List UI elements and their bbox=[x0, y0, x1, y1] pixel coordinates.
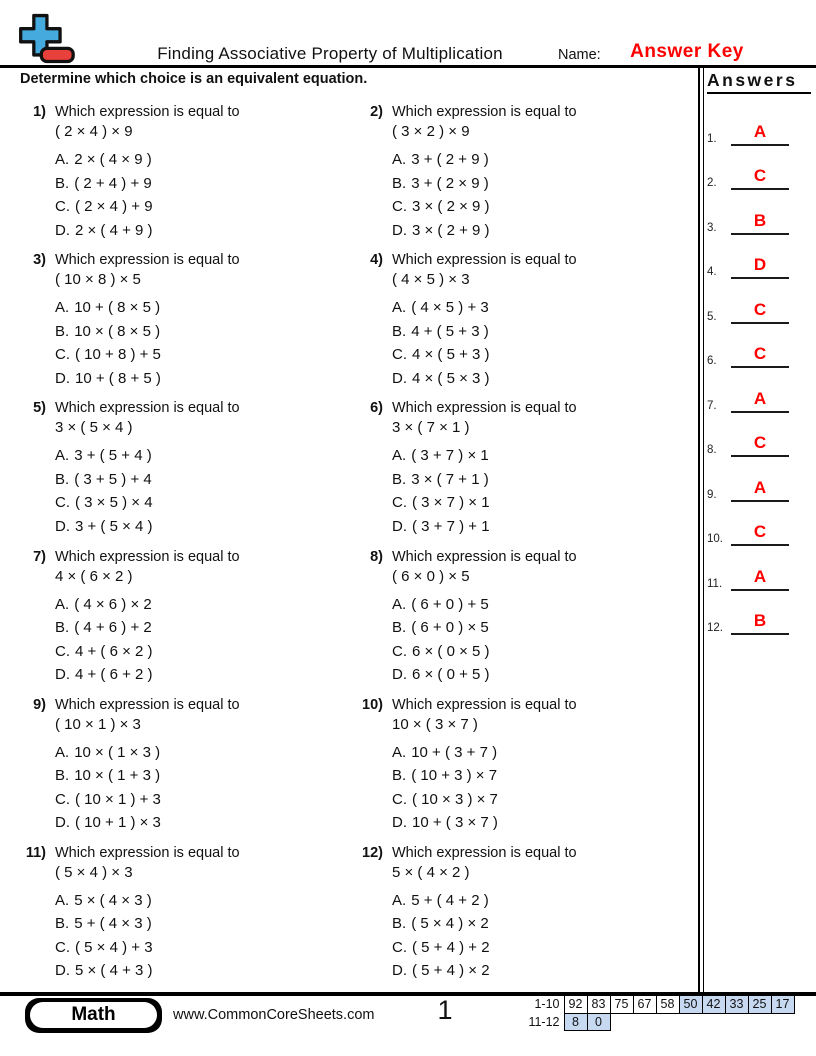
option-item bbox=[55, 640, 355, 664]
option-item bbox=[392, 491, 692, 515]
option-item bbox=[392, 444, 692, 468]
option-item bbox=[392, 741, 692, 765]
option-text: ( 3 + 5 ) + 4 bbox=[74, 470, 152, 488]
option-item bbox=[392, 515, 692, 539]
option-letter: A. bbox=[392, 151, 407, 168]
question-body bbox=[392, 844, 692, 983]
question bbox=[355, 251, 692, 399]
option-item bbox=[392, 912, 692, 936]
subject-label: Math bbox=[30, 1002, 157, 1028]
question-expression: 5 × ( 4 × 2 ) bbox=[392, 863, 470, 881]
option-text: ( 6 + 0 ) × 5 bbox=[411, 619, 489, 637]
question bbox=[18, 696, 355, 844]
option-text: 2 × ( 4 × 9 ) bbox=[74, 151, 152, 168]
option-item bbox=[55, 219, 355, 243]
answers-panel-title: Answers bbox=[707, 70, 811, 94]
option-text: 3 + ( 2 + 9 ) bbox=[411, 151, 489, 168]
option-item bbox=[392, 764, 692, 788]
answer-number: 2. bbox=[707, 177, 717, 189]
option-item bbox=[392, 811, 692, 835]
page-title: Finding Associative Property of Multiplication bbox=[157, 44, 503, 63]
answer-blank-line bbox=[731, 568, 789, 591]
option-text: ( 10 × 3 ) × 7 bbox=[412, 790, 498, 808]
answers-list bbox=[707, 101, 811, 635]
option-text: 5 × ( 4 × 3 ) bbox=[74, 891, 152, 909]
option-item bbox=[55, 491, 355, 515]
option-item bbox=[392, 936, 692, 960]
question-prompt: Which expression is equal to bbox=[55, 252, 240, 269]
option-item bbox=[55, 788, 355, 812]
question-number: 5) bbox=[33, 400, 46, 417]
options-list bbox=[392, 148, 692, 242]
score-cell: 33 bbox=[725, 996, 748, 1014]
question-prompt: Which expression is equal to bbox=[392, 104, 577, 120]
answers-divider-line-outer bbox=[698, 68, 700, 992]
question bbox=[18, 103, 355, 251]
question-body bbox=[55, 548, 355, 687]
answer-number: 9. bbox=[707, 488, 717, 501]
score-cell: 0 bbox=[587, 1013, 610, 1031]
question-number: 6) bbox=[370, 400, 383, 417]
option-item bbox=[392, 296, 692, 320]
question bbox=[18, 251, 355, 399]
option-text: 3 + ( 5 + 4 ) bbox=[74, 447, 152, 465]
option-letter: B. bbox=[55, 322, 70, 340]
option-item bbox=[55, 320, 355, 344]
option-letter: D. bbox=[55, 369, 70, 387]
option-text: ( 10 + 3 ) × 7 bbox=[411, 767, 498, 785]
question bbox=[18, 399, 355, 547]
answer-number: 5. bbox=[707, 310, 717, 323]
option-item bbox=[55, 172, 355, 196]
answer-number: 4. bbox=[707, 266, 717, 278]
question-body bbox=[55, 696, 355, 835]
option-text: 3 × ( 2 + 9 ) bbox=[412, 221, 490, 239]
option-letter: B. bbox=[392, 174, 407, 192]
option-letter: D. bbox=[55, 962, 70, 980]
option-letter: B. bbox=[55, 470, 70, 488]
option-text: ( 4 × 6 ) × 2 bbox=[74, 595, 152, 613]
plus-minus-logo-icon bbox=[16, 11, 76, 67]
question-expression: ( 6 × 0 ) × 5 bbox=[392, 567, 470, 585]
option-letter: B. bbox=[55, 619, 70, 637]
option-letter: A. bbox=[55, 299, 70, 317]
question-prompt: Which expression is equal to bbox=[392, 252, 577, 269]
question-expression: ( 10 × 1 ) × 3 bbox=[55, 715, 141, 733]
option-letter: C. bbox=[55, 494, 70, 512]
option-text: ( 10 × 1 ) + 3 bbox=[75, 790, 161, 808]
option-text: ( 10 + 8 ) + 5 bbox=[75, 346, 161, 364]
option-text: 2 × ( 4 + 9 ) bbox=[75, 221, 153, 239]
option-letter: A. bbox=[55, 447, 70, 465]
answer-item bbox=[707, 457, 811, 502]
question-body bbox=[55, 399, 355, 538]
option-text: 4 + ( 6 × 2 ) bbox=[75, 642, 153, 660]
option-letter: A. bbox=[55, 891, 70, 909]
options-list bbox=[55, 889, 355, 983]
question bbox=[18, 548, 355, 696]
answer-item bbox=[707, 502, 811, 547]
instruction-text: Determine which choice is an equivalent equation. bbox=[20, 71, 368, 87]
question-expression: ( 5 × 4 ) × 3 bbox=[55, 863, 133, 881]
option-text: 10 + ( 8 + 5 ) bbox=[75, 369, 161, 387]
option-letter: B. bbox=[55, 174, 70, 192]
option-letter: D. bbox=[392, 221, 407, 239]
question-prompt: Which expression is equal to bbox=[392, 400, 577, 417]
name-label: Name: bbox=[558, 47, 601, 63]
question bbox=[355, 696, 692, 844]
option-text: 10 × ( 1 × 3 ) bbox=[74, 743, 161, 761]
option-item bbox=[55, 296, 355, 320]
option-letter: A. bbox=[392, 891, 407, 909]
answer-item bbox=[707, 368, 811, 413]
options-list bbox=[55, 741, 355, 835]
question-expression: ( 2 × 4 ) × 9 bbox=[55, 123, 133, 140]
option-letter: A. bbox=[55, 151, 70, 168]
options-list bbox=[392, 741, 692, 835]
answer-item bbox=[707, 279, 811, 324]
option-item bbox=[392, 959, 692, 983]
question-prompt: Which expression is equal to bbox=[55, 104, 240, 120]
question bbox=[355, 844, 692, 992]
option-item bbox=[55, 515, 355, 539]
option-text: 4 + ( 5 + 3 ) bbox=[411, 322, 489, 340]
option-item bbox=[392, 640, 692, 664]
option-text: 6 × ( 0 + 5 ) bbox=[412, 666, 490, 684]
answer-blank-line bbox=[731, 123, 789, 146]
option-text: ( 3 + 7 ) × 1 bbox=[411, 447, 489, 465]
option-letter: C. bbox=[392, 938, 407, 956]
answer-blank-line bbox=[731, 301, 789, 324]
option-text: 10 + ( 8 × 5 ) bbox=[74, 299, 161, 317]
question-number: 8) bbox=[370, 548, 383, 565]
options-list bbox=[392, 444, 692, 538]
option-text: 3 × ( 2 × 9 ) bbox=[412, 198, 490, 215]
question-prompt: Which expression is equal to bbox=[55, 400, 240, 417]
question-prompt: Which expression is equal to bbox=[392, 696, 577, 713]
answer-letter: C bbox=[753, 166, 767, 185]
option-text: 5 + ( 4 × 3 ) bbox=[74, 915, 152, 933]
option-item bbox=[392, 616, 692, 640]
question-expression: 3 × ( 5 × 4 ) bbox=[55, 419, 133, 437]
option-text: 10 × ( 1 + 3 ) bbox=[74, 767, 161, 785]
answer-letter: C bbox=[753, 433, 767, 452]
options-list bbox=[55, 296, 355, 390]
option-letter: A. bbox=[392, 299, 407, 317]
option-text: 10 + ( 3 + 7 ) bbox=[411, 743, 498, 761]
answer-number: 8. bbox=[707, 444, 717, 456]
option-text: 4 × ( 5 × 3 ) bbox=[412, 369, 490, 387]
option-item bbox=[392, 788, 692, 812]
option-letter: A. bbox=[392, 743, 407, 761]
score-table-body bbox=[522, 996, 794, 1031]
option-item bbox=[392, 343, 692, 367]
score-cell: 25 bbox=[748, 996, 771, 1014]
option-letter: A. bbox=[392, 595, 407, 613]
options-list bbox=[55, 148, 355, 242]
option-item bbox=[55, 912, 355, 936]
question-number: 12) bbox=[362, 844, 383, 861]
answer-letter: A bbox=[753, 388, 767, 408]
question-prompt: Which expression is equal to bbox=[55, 696, 240, 713]
answer-item bbox=[707, 591, 811, 636]
option-letter: D. bbox=[392, 962, 407, 980]
answer-blank-line bbox=[731, 479, 789, 502]
question bbox=[355, 103, 692, 251]
option-letter: A. bbox=[55, 595, 70, 613]
score-cell: 42 bbox=[702, 996, 725, 1014]
option-item bbox=[55, 444, 355, 468]
questions-grid bbox=[18, 103, 692, 992]
option-letter: A. bbox=[55, 743, 70, 761]
options-list bbox=[55, 444, 355, 538]
score-cell: 75 bbox=[610, 996, 633, 1014]
score-cell: 8 bbox=[564, 1013, 587, 1031]
header-divider bbox=[0, 65, 816, 68]
option-text: ( 10 + 1 ) × 3 bbox=[75, 814, 161, 832]
option-letter: C. bbox=[392, 790, 407, 808]
score-row bbox=[522, 1013, 794, 1031]
option-text: 5 + ( 4 + 2 ) bbox=[411, 891, 489, 909]
option-letter: D. bbox=[392, 814, 407, 832]
question-prompt: Which expression is equal to bbox=[392, 548, 577, 565]
answer-number: 11. bbox=[707, 577, 723, 590]
answer-item bbox=[707, 324, 811, 369]
option-item bbox=[55, 663, 355, 687]
question-expression: ( 10 × 8 ) × 5 bbox=[55, 271, 141, 289]
answer-letter: A bbox=[753, 477, 767, 497]
option-item bbox=[55, 468, 355, 492]
answer-item bbox=[707, 413, 811, 458]
option-item bbox=[392, 663, 692, 687]
option-letter: C. bbox=[392, 198, 407, 215]
answer-number: 6. bbox=[707, 355, 717, 367]
question-expression: ( 4 × 5 ) × 3 bbox=[392, 271, 470, 289]
answer-number: 12. bbox=[707, 622, 723, 634]
option-text: ( 5 + 4 ) + 2 bbox=[412, 938, 490, 956]
website-text: www.CommonCoreSheets.com bbox=[173, 1007, 375, 1023]
score-cell: 50 bbox=[679, 996, 702, 1014]
answer-number: 1. bbox=[707, 132, 717, 145]
option-text: 4 × ( 5 + 3 ) bbox=[412, 346, 490, 364]
score-cell: 83 bbox=[587, 996, 610, 1014]
option-letter: B. bbox=[392, 915, 407, 933]
question-expression: 4 × ( 6 × 2 ) bbox=[55, 567, 133, 585]
commoncoresheets-logo bbox=[16, 11, 76, 67]
option-item bbox=[55, 148, 355, 172]
option-text: 6 × ( 0 × 5 ) bbox=[412, 642, 490, 660]
answer-letter: A bbox=[753, 121, 767, 141]
answer-item bbox=[707, 101, 811, 146]
option-item bbox=[55, 367, 355, 391]
options-list bbox=[392, 296, 692, 390]
answer-letter: C bbox=[753, 344, 767, 363]
question-number: 3) bbox=[33, 252, 46, 269]
option-text: ( 5 + 4 ) × 2 bbox=[412, 962, 490, 980]
question-number: 1) bbox=[33, 104, 46, 120]
option-letter: B. bbox=[55, 915, 70, 933]
option-text: 3 × ( 7 + 1 ) bbox=[411, 470, 489, 488]
option-item bbox=[55, 959, 355, 983]
option-text: 4 + ( 6 + 2 ) bbox=[75, 666, 153, 684]
option-letter: D. bbox=[55, 517, 70, 535]
answer-blank-line bbox=[731, 345, 789, 368]
answer-item bbox=[707, 146, 811, 191]
question-body bbox=[55, 103, 355, 242]
option-letter: D. bbox=[392, 369, 407, 387]
question bbox=[355, 548, 692, 696]
subject-badge bbox=[25, 998, 162, 1033]
option-letter: D. bbox=[392, 517, 407, 535]
score-cell: 92 bbox=[564, 996, 587, 1014]
answer-item bbox=[707, 190, 811, 235]
question-body bbox=[55, 844, 355, 983]
option-item bbox=[392, 148, 692, 172]
answer-key-value: Answer Key bbox=[630, 41, 744, 62]
answer-number: 10. bbox=[707, 533, 723, 545]
answer-blank-line bbox=[731, 612, 789, 635]
options-list bbox=[392, 889, 692, 983]
option-text: 3 + ( 5 × 4 ) bbox=[75, 517, 153, 535]
option-text: ( 4 × 5 ) + 3 bbox=[411, 299, 489, 317]
question-body bbox=[55, 251, 355, 390]
option-text: 5 × ( 4 + 3 ) bbox=[75, 962, 153, 980]
answers-divider-line-inner bbox=[703, 68, 705, 992]
option-letter: D. bbox=[55, 666, 70, 684]
option-text: ( 5 × 4 ) × 2 bbox=[411, 915, 489, 933]
question-prompt: Which expression is equal to bbox=[55, 548, 240, 565]
option-item bbox=[392, 320, 692, 344]
answer-letter: C bbox=[753, 522, 767, 541]
score-cell: 67 bbox=[633, 996, 656, 1014]
option-letter: D. bbox=[392, 666, 407, 684]
answer-letter: D bbox=[753, 255, 767, 274]
option-text: ( 3 × 7 ) × 1 bbox=[412, 494, 490, 512]
question-body bbox=[392, 251, 692, 390]
answer-blank-line bbox=[731, 167, 789, 190]
option-text: ( 3 × 5 ) × 4 bbox=[75, 494, 153, 512]
question-body bbox=[392, 548, 692, 687]
option-item bbox=[55, 741, 355, 765]
answer-number: 3. bbox=[707, 221, 717, 234]
question-expression: 3 × ( 7 × 1 ) bbox=[392, 419, 470, 437]
question bbox=[18, 844, 355, 992]
option-text: ( 6 + 0 ) + 5 bbox=[411, 595, 489, 613]
question-expression: ( 3 × 2 ) × 9 bbox=[392, 123, 470, 140]
option-letter: C. bbox=[55, 346, 70, 364]
option-item bbox=[55, 343, 355, 367]
option-item bbox=[55, 936, 355, 960]
score-cell: 58 bbox=[656, 996, 679, 1014]
question-number: 11) bbox=[25, 844, 46, 861]
option-letter: B. bbox=[392, 619, 407, 637]
page-number: 1 bbox=[437, 995, 453, 1025]
option-text: ( 4 + 6 ) + 2 bbox=[74, 619, 152, 637]
question-number: 2) bbox=[370, 104, 383, 120]
option-text: 10 × ( 8 × 5 ) bbox=[74, 322, 161, 340]
answer-letter: B bbox=[753, 611, 767, 630]
answer-blank-line bbox=[731, 256, 789, 279]
option-text: 10 + ( 3 × 7 ) bbox=[412, 814, 498, 832]
option-letter: C. bbox=[392, 346, 407, 364]
question-number: 10) bbox=[362, 696, 383, 713]
answer-letter: B bbox=[753, 210, 767, 230]
option-letter: B. bbox=[392, 470, 407, 488]
option-item bbox=[392, 468, 692, 492]
answer-number: 7. bbox=[707, 399, 717, 412]
option-letter: C. bbox=[392, 642, 407, 660]
option-letter: C. bbox=[55, 642, 70, 660]
option-letter: B. bbox=[392, 767, 407, 785]
option-item bbox=[392, 889, 692, 913]
score-row-label: 11-12 bbox=[528, 1014, 560, 1029]
answer-blank-line bbox=[731, 523, 789, 546]
option-item bbox=[392, 367, 692, 391]
score-cell: 17 bbox=[771, 996, 794, 1014]
answer-letter: A bbox=[753, 566, 767, 586]
option-text: ( 2 × 4 ) + 9 bbox=[75, 198, 153, 215]
answer-blank-line bbox=[731, 212, 789, 235]
options-list bbox=[55, 593, 355, 687]
option-text: ( 2 + 4 ) + 9 bbox=[74, 174, 152, 192]
question-number: 4) bbox=[370, 252, 383, 269]
question-prompt: Which expression is equal to bbox=[55, 844, 240, 861]
option-text: 3 + ( 2 × 9 ) bbox=[411, 174, 489, 192]
option-letter: C. bbox=[392, 494, 407, 512]
question-expression: 10 × ( 3 × 7 ) bbox=[392, 715, 478, 733]
option-letter: D. bbox=[55, 221, 70, 239]
option-item bbox=[392, 172, 692, 196]
option-letter: A. bbox=[392, 447, 407, 465]
option-item bbox=[55, 616, 355, 640]
option-letter: B. bbox=[55, 767, 70, 785]
answer-blank-line bbox=[731, 390, 789, 413]
option-item bbox=[392, 593, 692, 617]
option-item bbox=[55, 593, 355, 617]
option-text: ( 5 × 4 ) + 3 bbox=[75, 938, 153, 956]
question bbox=[355, 399, 692, 547]
option-item bbox=[55, 764, 355, 788]
question-body bbox=[392, 103, 692, 242]
question-body bbox=[392, 399, 692, 538]
option-item bbox=[392, 195, 692, 219]
question-number: 7) bbox=[33, 548, 46, 565]
option-letter: B. bbox=[392, 322, 407, 340]
question-body bbox=[392, 696, 692, 835]
option-item bbox=[392, 219, 692, 243]
answer-item bbox=[707, 235, 811, 280]
question-number: 9) bbox=[33, 696, 46, 713]
score-table bbox=[522, 995, 795, 1031]
option-item bbox=[55, 195, 355, 219]
option-item bbox=[55, 889, 355, 913]
score-row-label: 1-10 bbox=[534, 997, 560, 1012]
option-letter: C. bbox=[55, 198, 70, 215]
option-item bbox=[55, 811, 355, 835]
option-text: ( 3 + 7 ) + 1 bbox=[412, 517, 490, 535]
option-letter: D. bbox=[55, 814, 70, 832]
answer-item bbox=[707, 546, 811, 591]
options-list bbox=[392, 593, 692, 687]
answer-letter: C bbox=[753, 299, 767, 319]
question-prompt: Which expression is equal to bbox=[392, 844, 577, 861]
option-letter: C. bbox=[55, 790, 70, 808]
option-letter: C. bbox=[55, 938, 70, 956]
score-row bbox=[522, 996, 794, 1014]
answer-blank-line bbox=[731, 434, 789, 457]
